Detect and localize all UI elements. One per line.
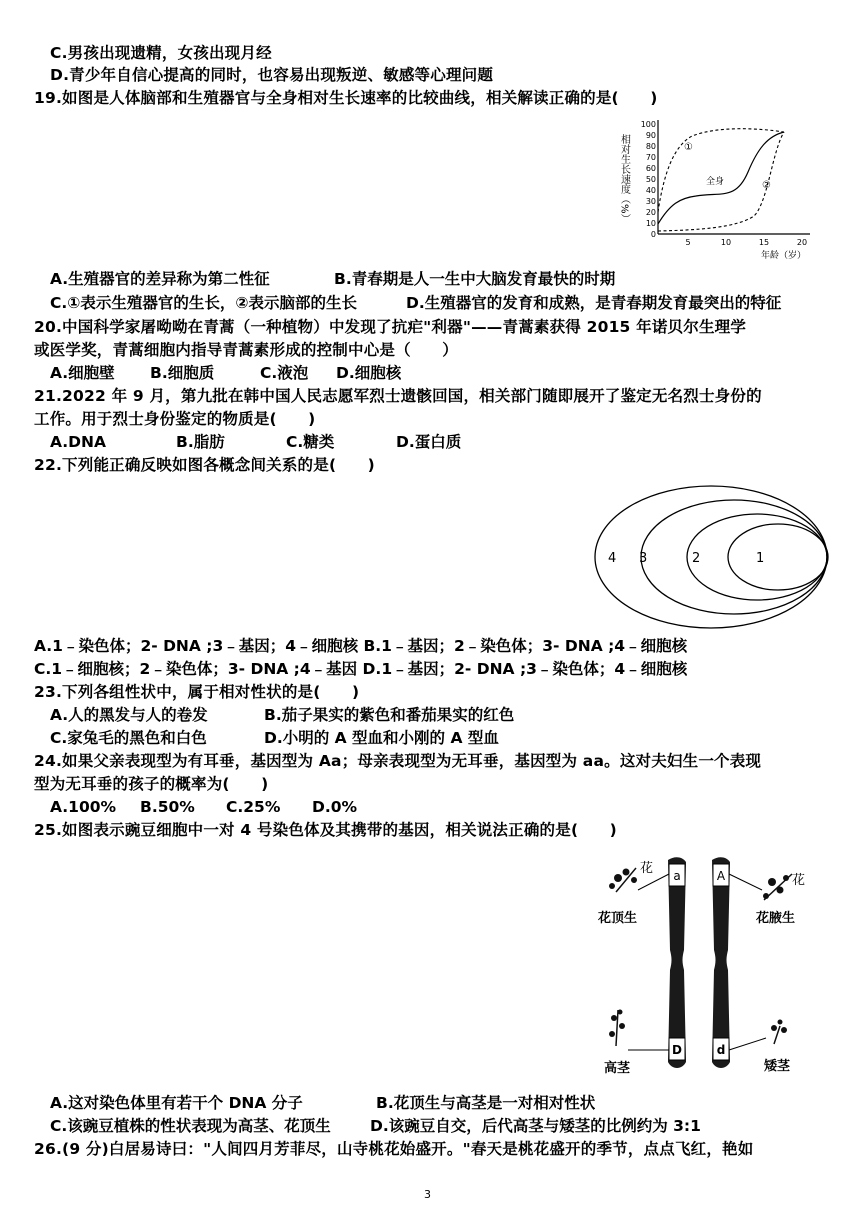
y-tick: 80 <box>645 142 656 151</box>
q20-option-a: A.细胞壁 <box>50 364 115 382</box>
gene-label-d: d <box>716 1043 726 1057</box>
q24-stem-line2: 型为无耳垂的孩子的概率为( ) <box>34 775 269 793</box>
circle-label-1: 1 <box>756 551 765 566</box>
q21-option-b: B.脂肪 <box>176 433 225 451</box>
chromosome-diagram <box>596 850 822 1080</box>
circle-3 <box>641 500 827 614</box>
q25-option-a: A.这对染色体里有若干个 DNA 分子 <box>50 1094 303 1112</box>
label-axial-flower: 花腋生 <box>756 911 796 926</box>
x-tick: 10 <box>720 238 732 247</box>
circle-4 <box>595 486 827 628</box>
curve-label-body: 全身 <box>706 177 725 187</box>
q19-option-a: A.生殖器官的差异称为第二性征 <box>50 270 270 288</box>
y-tick: 40 <box>645 186 656 195</box>
curve-brain <box>658 129 784 212</box>
circle-label-2: 2 <box>692 551 701 566</box>
y-tick: 60 <box>645 164 656 173</box>
q19-option-b: B.青春期是人一生中大脑发育最快的时期 <box>334 270 616 288</box>
q21-option-c: C.糖类 <box>286 433 335 451</box>
q20-stem-line2: 或医学奖，青蒿细胞内指导青蒿素形成的控制中心是（ ） <box>34 341 458 359</box>
y-tick: 20 <box>645 208 656 217</box>
q20-option-d: D.细胞核 <box>336 364 402 382</box>
y-tick: 0 <box>650 230 656 239</box>
chromosome-left <box>668 857 686 1068</box>
q21-stem-line1: 21.2022 年 9 月，第九批在韩中国人民志愿军烈士遗骸回国，相关部门随即展开了鉴定无名烈士身份的 <box>34 387 762 405</box>
q24-option-c: C.25% <box>226 798 281 816</box>
q23-option-d: D.小明的 A 型血和小刚的 A 型血 <box>264 729 499 747</box>
q19-stem: 19.如图是人体脑部和生殖器官与全身相对生长速率的比较曲线，相关解读正确的是( ) <box>34 89 658 107</box>
chart-y-ticks <box>641 120 656 239</box>
q18-option-d: D.青少年自信心提高的同时，也容易出现叛逆、敏感等心理问题 <box>50 66 494 84</box>
pointer-top-left <box>638 874 669 890</box>
label-flower-right: 花 <box>792 873 806 888</box>
chart-xlabel: 年龄（岁） <box>760 251 806 261</box>
plant-bottom-left-icon <box>609 1010 625 1047</box>
q22-options-cd: C.1﹣细胞核；2﹣染色体；3- DNA ;4﹣基因 D.1﹣基因；2- DNA ;3﹣染色体；4﹣细胞核 <box>34 660 688 678</box>
y-tick: 30 <box>645 197 656 206</box>
q24-option-d: D.0% <box>312 798 358 816</box>
q23-option-a: A.人的黑发与人的卷发 <box>50 706 208 724</box>
growth-rate-chart <box>618 112 818 264</box>
gene-label-A: A <box>716 869 726 883</box>
q19-option-c: C.①表示生殖器官的生长，②表示脑部的生长 <box>50 294 358 312</box>
page-number: 3 <box>424 1188 431 1201</box>
label-terminal-flower: 花顶生 <box>598 911 638 926</box>
y-tick: 90 <box>645 131 656 140</box>
gene-label-D: D <box>672 1043 682 1057</box>
q22-options-ab: A.1﹣染色体；2- DNA ;3﹣基因；4﹣细胞核 B.1﹣基因；2﹣染色体；3- DNA ;4﹣细胞核 <box>34 637 688 655</box>
curve-label-2: ② <box>762 180 771 191</box>
chromosome-right <box>712 857 730 1068</box>
q25-option-d: D.该豌豆自交，后代高茎与矮茎的比例约为 3:1 <box>370 1117 701 1135</box>
plant-top-left-icon <box>609 868 637 892</box>
gene-label-a: a <box>673 869 681 883</box>
plant-bottom-right-icon <box>771 1020 787 1045</box>
q25-option-c: C.该豌豆植株的性状表现为高茎、花顶生 <box>50 1117 331 1135</box>
q21-stem-line2: 工作。用于烈士身份鉴定的物质是( ) <box>34 410 316 428</box>
circle-label-4: 4 <box>608 551 617 566</box>
label-short-stem: 矮茎 <box>764 1059 791 1074</box>
x-tick: 5 <box>685 238 691 247</box>
q21-option-d: D.蛋白质 <box>396 433 462 451</box>
q23-option-c: C.家兔毛的黑色和白色 <box>50 729 207 747</box>
q18-option-c: C.男孩出现遗精，女孩出现月经 <box>50 44 272 62</box>
x-tick: 20 <box>796 238 808 247</box>
q24-option-a: A.100% <box>50 798 117 816</box>
y-tick: 10 <box>645 219 656 228</box>
q20-option-c: C.液泡 <box>260 364 309 382</box>
q26-stem: 26.(9 分)白居易诗曰："人间四月芳菲尽，山寺桃花始盛开。"春天是桃花盛开的季节，点点飞红，艳如 <box>34 1140 754 1158</box>
label-flower-left: 花 <box>640 861 654 876</box>
q25-option-b: B.花顶生与高茎是一对相对性状 <box>376 1094 596 1112</box>
q25-stem: 25.如图表示豌豆细胞中一对 4 号染色体及其携带的基因，相关说法正确的是( ) <box>34 821 617 839</box>
q21-option-a: A.DNA <box>50 433 107 451</box>
q22-stem: 22.下列能正确反映如图各概念间关系的是( ) <box>34 456 375 474</box>
q24-option-b: B.50% <box>140 798 195 816</box>
label-tall-stem: 高茎 <box>604 1061 631 1076</box>
curve-label-1: ① <box>684 142 693 153</box>
q20-stem-line1: 20.中国科学家屠呦呦在青蒿（一种植物）中发现了抗疟"利器"——青蒿素获得 2015 年诺贝尔生理学 <box>34 318 747 336</box>
svg-text:相对生长速度（%）: 相对生长速度（%） <box>618 134 630 224</box>
q23-stem: 23.下列各组性状中，属于相对性状的是( ) <box>34 683 360 701</box>
pointer-bottom-right <box>729 1038 766 1050</box>
chart-x-ticks <box>685 238 807 247</box>
q20-option-b: B.细胞质 <box>150 364 215 382</box>
q24-stem-line1: 24.如果父亲表现型为有耳垂，基因型为 Aa；母亲表现型为无耳垂，基因型为 aa。这对夫妇生一个表现 <box>34 752 762 770</box>
circle-1 <box>728 524 828 590</box>
circle-label-3: 3 <box>639 551 648 566</box>
x-tick: 15 <box>758 238 770 247</box>
chart-ylabel <box>619 133 631 224</box>
y-tick: 50 <box>645 175 656 184</box>
q23-option-b: B.茄子果实的紫色和番茄果实的红色 <box>264 706 515 724</box>
y-tick: 100 <box>640 120 656 129</box>
y-tick: 70 <box>645 153 656 162</box>
plant-top-right-icon <box>763 874 792 900</box>
pointer-top-right <box>729 874 762 890</box>
nested-circles-diagram <box>592 480 830 630</box>
q19-option-d: D.生殖器官的发育和成熟，是青春期发育最突出的特征 <box>406 294 782 312</box>
